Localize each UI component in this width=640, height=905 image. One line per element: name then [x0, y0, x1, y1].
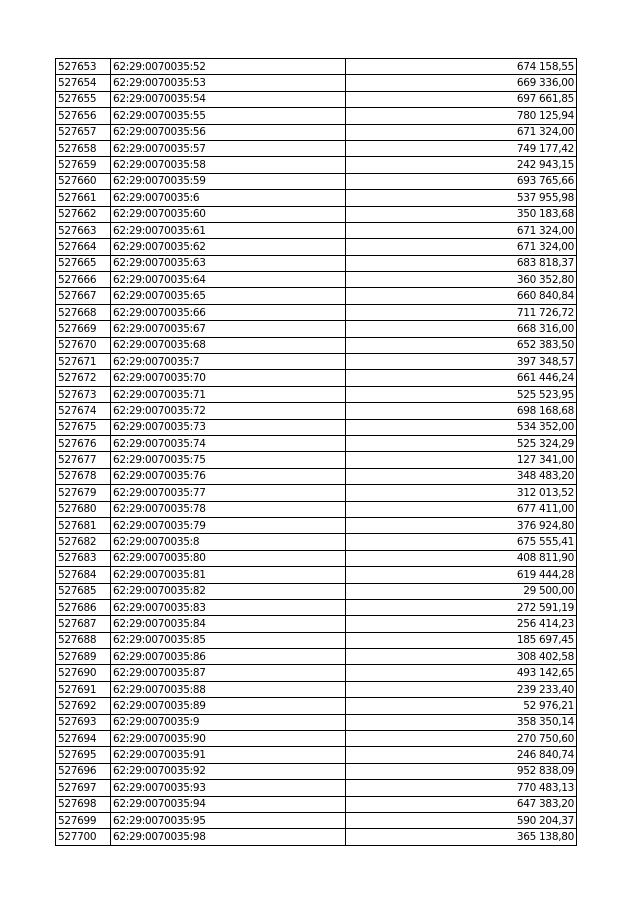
- cadastral-value-cell: 397 348,57: [346, 354, 577, 370]
- cadastral-number-cell: 62:29:0070035:9: [111, 714, 346, 730]
- cadastral-value-cell: 360 352,80: [346, 272, 577, 288]
- row-id-cell: 527695: [56, 747, 111, 763]
- cadastral-value-cell: 270 750,60: [346, 731, 577, 747]
- table-row: [56, 517, 577, 533]
- table-row: [56, 206, 577, 222]
- cadastral-number-cell: 62:29:0070035:87: [111, 665, 346, 681]
- row-id-cell: 527664: [56, 239, 111, 255]
- cadastral-value-cell: 698 168,68: [346, 403, 577, 419]
- table-row: [56, 108, 577, 124]
- row-id-cell: 527662: [56, 206, 111, 222]
- cadastral-number-cell: 62:29:0070035:63: [111, 255, 346, 271]
- cadastral-number-cell: 62:29:0070035:52: [111, 59, 346, 75]
- cadastral-value-cell: 677 411,00: [346, 501, 577, 517]
- cadastral-number-cell: 62:29:0070035:60: [111, 206, 346, 222]
- cadastral-value-cell: 675 555,41: [346, 534, 577, 550]
- row-id-cell: 527661: [56, 190, 111, 206]
- table-row: [56, 829, 577, 845]
- row-id-cell: 527672: [56, 370, 111, 386]
- row-id-cell: 527663: [56, 222, 111, 238]
- row-id-cell: 527669: [56, 321, 111, 337]
- table-row: [56, 239, 577, 255]
- table-row: [56, 583, 577, 599]
- table-row: [56, 255, 577, 271]
- cadastral-number-cell: 62:29:0070035:65: [111, 288, 346, 304]
- cadastral-number-cell: 62:29:0070035:56: [111, 124, 346, 140]
- row-id-cell: 527699: [56, 812, 111, 828]
- row-id-cell: 527692: [56, 698, 111, 714]
- cadastral-number-cell: 62:29:0070035:59: [111, 173, 346, 189]
- row-id-cell: 527655: [56, 91, 111, 107]
- cadastral-value-cell: 647 383,20: [346, 796, 577, 812]
- row-id-cell: 527658: [56, 140, 111, 156]
- cadastral-number-cell: 62:29:0070035:62: [111, 239, 346, 255]
- table-row: [56, 599, 577, 615]
- cadastral-value-cell: 671 324,00: [346, 222, 577, 238]
- row-id-cell: 527678: [56, 468, 111, 484]
- row-id-cell: 527681: [56, 517, 111, 533]
- table-row: [56, 681, 577, 697]
- cadastral-value-cell: 952 838,09: [346, 763, 577, 779]
- cadastral-number-cell: 62:29:0070035:61: [111, 222, 346, 238]
- table-row: [56, 632, 577, 648]
- cadastral-number-cell: 62:29:0070035:79: [111, 517, 346, 533]
- row-id-cell: 527685: [56, 583, 111, 599]
- cadastral-number-cell: 62:29:0070035:88: [111, 681, 346, 697]
- table-row: [56, 419, 577, 435]
- table-row: [56, 91, 577, 107]
- cadastral-value-cell: 674 158,55: [346, 59, 577, 75]
- row-id-cell: 527665: [56, 255, 111, 271]
- table-row: [56, 190, 577, 206]
- cadastral-number-cell: 62:29:0070035:98: [111, 829, 346, 845]
- cadastral-number-cell: 62:29:0070035:77: [111, 485, 346, 501]
- cadastral-value-cell: 127 341,00: [346, 452, 577, 468]
- table-row: [56, 649, 577, 665]
- row-id-cell: 527659: [56, 157, 111, 173]
- cadastral-value-cell: 408 811,90: [346, 550, 577, 566]
- row-id-cell: 527670: [56, 337, 111, 353]
- row-id-cell: 527691: [56, 681, 111, 697]
- cadastral-number-cell: 62:29:0070035:86: [111, 649, 346, 665]
- cadastral-value-table: [55, 58, 577, 846]
- cadastral-number-cell: 62:29:0070035:8: [111, 534, 346, 550]
- cadastral-value-cell: 660 840,84: [346, 288, 577, 304]
- cadastral-number-cell: 62:29:0070035:83: [111, 599, 346, 615]
- cadastral-number-cell: 62:29:0070035:66: [111, 304, 346, 320]
- cadastral-value-cell: 590 204,37: [346, 812, 577, 828]
- row-id-cell: 527686: [56, 599, 111, 615]
- table-row: [56, 698, 577, 714]
- cadastral-number-cell: 62:29:0070035:58: [111, 157, 346, 173]
- row-id-cell: 527687: [56, 616, 111, 632]
- table-row: [56, 272, 577, 288]
- cadastral-number-cell: 62:29:0070035:55: [111, 108, 346, 124]
- row-id-cell: 527696: [56, 763, 111, 779]
- row-id-cell: 527673: [56, 386, 111, 402]
- table-row: [56, 747, 577, 763]
- table-row: [56, 714, 577, 730]
- row-id-cell: 527656: [56, 108, 111, 124]
- cadastral-value-cell: 671 324,00: [346, 239, 577, 255]
- row-id-cell: 527668: [56, 304, 111, 320]
- row-id-cell: 527671: [56, 354, 111, 370]
- row-id-cell: 527683: [56, 550, 111, 566]
- cadastral-number-cell: 62:29:0070035:73: [111, 419, 346, 435]
- row-id-cell: 527657: [56, 124, 111, 140]
- cadastral-value-cell: 534 352,00: [346, 419, 577, 435]
- cadastral-number-cell: 62:29:0070035:80: [111, 550, 346, 566]
- cadastral-number-cell: 62:29:0070035:95: [111, 812, 346, 828]
- table-row: [56, 763, 577, 779]
- table-row: [56, 321, 577, 337]
- cadastral-value-cell: 525 324,29: [346, 435, 577, 451]
- cadastral-value-cell: 693 765,66: [346, 173, 577, 189]
- cadastral-number-cell: 62:29:0070035:82: [111, 583, 346, 599]
- row-id-cell: 527694: [56, 731, 111, 747]
- cadastral-number-cell: 62:29:0070035:78: [111, 501, 346, 517]
- cadastral-value-cell: 308 402,58: [346, 649, 577, 665]
- cadastral-value-cell: 29 500,00: [346, 583, 577, 599]
- cadastral-value-cell: 493 142,65: [346, 665, 577, 681]
- cadastral-value-cell: 683 818,37: [346, 255, 577, 271]
- row-id-cell: 527679: [56, 485, 111, 501]
- row-id-cell: 527700: [56, 829, 111, 845]
- row-id-cell: 527667: [56, 288, 111, 304]
- cadastral-number-cell: 62:29:0070035:6: [111, 190, 346, 206]
- cadastral-number-cell: 62:29:0070035:53: [111, 75, 346, 91]
- row-id-cell: 527674: [56, 403, 111, 419]
- row-id-cell: 527688: [56, 632, 111, 648]
- table-row: [56, 140, 577, 156]
- cadastral-value-cell: 537 955,98: [346, 190, 577, 206]
- table-row: [56, 222, 577, 238]
- cadastral-value-cell: 697 661,85: [346, 91, 577, 107]
- table-row: [56, 550, 577, 566]
- cadastral-number-cell: 62:29:0070035:81: [111, 567, 346, 583]
- row-id-cell: 527676: [56, 435, 111, 451]
- cadastral-value-cell: 661 446,24: [346, 370, 577, 386]
- table-row: [56, 501, 577, 517]
- table-row: [56, 124, 577, 140]
- cadastral-number-cell: 62:29:0070035:93: [111, 780, 346, 796]
- cadastral-number-cell: 62:29:0070035:84: [111, 616, 346, 632]
- cadastral-number-cell: 62:29:0070035:67: [111, 321, 346, 337]
- cadastral-number-cell: 62:29:0070035:64: [111, 272, 346, 288]
- cadastral-value-cell: 242 943,15: [346, 157, 577, 173]
- table-row: [56, 386, 577, 402]
- cadastral-value-cell: 668 316,00: [346, 321, 577, 337]
- table-row: [56, 304, 577, 320]
- cadastral-value-cell: 671 324,00: [346, 124, 577, 140]
- cadastral-number-cell: 62:29:0070035:92: [111, 763, 346, 779]
- table-row: [56, 731, 577, 747]
- cadastral-value-cell: 619 444,28: [346, 567, 577, 583]
- cadastral-value-cell: 669 336,00: [346, 75, 577, 91]
- cadastral-value-cell: 376 924,80: [346, 517, 577, 533]
- cadastral-number-cell: 62:29:0070035:74: [111, 435, 346, 451]
- row-id-cell: 527697: [56, 780, 111, 796]
- cadastral-value-cell: 185 697,45: [346, 632, 577, 648]
- table-row: [56, 796, 577, 812]
- table-row: [56, 403, 577, 419]
- cadastral-value-cell: 52 976,21: [346, 698, 577, 714]
- table-row: [56, 485, 577, 501]
- table-row: [56, 370, 577, 386]
- cadastral-value-cell: 350 183,68: [346, 206, 577, 222]
- cadastral-number-cell: 62:29:0070035:85: [111, 632, 346, 648]
- row-id-cell: 527690: [56, 665, 111, 681]
- cadastral-value-cell: 652 383,50: [346, 337, 577, 353]
- table-row: [56, 157, 577, 173]
- table-row: [56, 780, 577, 796]
- cadastral-number-cell: 62:29:0070035:76: [111, 468, 346, 484]
- cadastral-number-cell: 62:29:0070035:75: [111, 452, 346, 468]
- cadastral-value-cell: 749 177,42: [346, 140, 577, 156]
- row-id-cell: 527666: [56, 272, 111, 288]
- row-id-cell: 527689: [56, 649, 111, 665]
- table-row: [56, 173, 577, 189]
- cadastral-value-cell: 358 350,14: [346, 714, 577, 730]
- cadastral-value-cell: 780 125,94: [346, 108, 577, 124]
- cadastral-number-cell: 62:29:0070035:7: [111, 354, 346, 370]
- row-id-cell: 527682: [56, 534, 111, 550]
- cadastral-value-cell: 246 840,74: [346, 747, 577, 763]
- row-id-cell: 527693: [56, 714, 111, 730]
- cadastral-number-cell: 62:29:0070035:94: [111, 796, 346, 812]
- cadastral-value-cell: 239 233,40: [346, 681, 577, 697]
- cadastral-number-cell: 62:29:0070035:91: [111, 747, 346, 763]
- cadastral-number-cell: 62:29:0070035:68: [111, 337, 346, 353]
- row-id-cell: 527660: [56, 173, 111, 189]
- table-row: [56, 288, 577, 304]
- cadastral-number-cell: 62:29:0070035:72: [111, 403, 346, 419]
- cadastral-number-cell: 62:29:0070035:71: [111, 386, 346, 402]
- cadastral-number-cell: 62:29:0070035:70: [111, 370, 346, 386]
- table-row: [56, 665, 577, 681]
- table-body: [56, 59, 577, 846]
- row-id-cell: 527654: [56, 75, 111, 91]
- cadastral-number-cell: 62:29:0070035:89: [111, 698, 346, 714]
- row-id-cell: 527698: [56, 796, 111, 812]
- cadastral-value-cell: 365 138,80: [346, 829, 577, 845]
- table-row: [56, 354, 577, 370]
- cadastral-value-cell: 348 483,20: [346, 468, 577, 484]
- cadastral-value-cell: 256 414,23: [346, 616, 577, 632]
- table-row: [56, 59, 577, 75]
- table-row: [56, 616, 577, 632]
- cadastral-value-cell: 711 726,72: [346, 304, 577, 320]
- row-id-cell: 527675: [56, 419, 111, 435]
- table-row: [56, 567, 577, 583]
- table-row: [56, 812, 577, 828]
- cadastral-value-cell: 312 013,52: [346, 485, 577, 501]
- cadastral-number-cell: 62:29:0070035:54: [111, 91, 346, 107]
- row-id-cell: 527677: [56, 452, 111, 468]
- cadastral-value-cell: 525 523,95: [346, 386, 577, 402]
- cadastral-value-cell: 272 591,19: [346, 599, 577, 615]
- table-row: [56, 75, 577, 91]
- cadastral-number-cell: 62:29:0070035:57: [111, 140, 346, 156]
- table-row: [56, 468, 577, 484]
- row-id-cell: 527684: [56, 567, 111, 583]
- table-row: [56, 534, 577, 550]
- cadastral-value-cell: 770 483,13: [346, 780, 577, 796]
- table-row: [56, 435, 577, 451]
- table-row: [56, 452, 577, 468]
- row-id-cell: 527653: [56, 59, 111, 75]
- table-row: [56, 337, 577, 353]
- cadastral-number-cell: 62:29:0070035:90: [111, 731, 346, 747]
- row-id-cell: 527680: [56, 501, 111, 517]
